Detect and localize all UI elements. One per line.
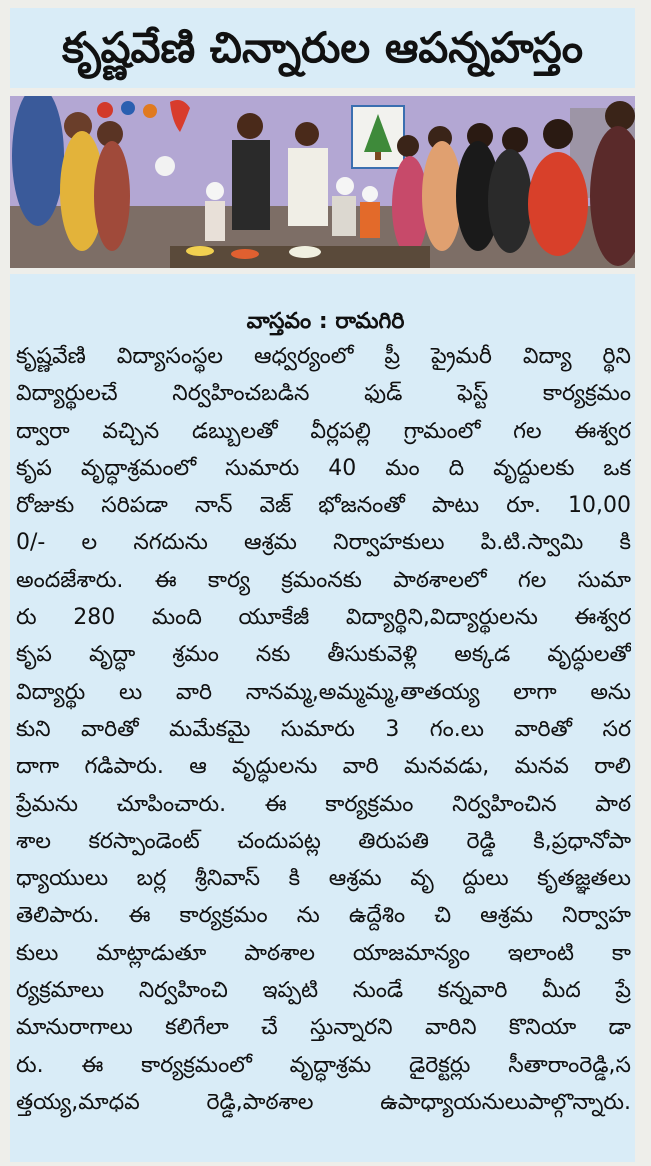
body-line: త్తయ్య,మాధవ రెడ్డి,పాఠశాల ఉపాధ్యాయనులుపాల్గొన్నారు. — [16, 1089, 631, 1115]
body-line: కృప వృద్ధాశ్రమంలో సుమారు 40 మం ది వృద్దులకు ఒక — [16, 455, 631, 481]
body-line: శాల కరస్పాండెంట్ చందుపట్ల తిరుపతి రెడ్డి కి,ప్రధానోపా — [16, 828, 631, 854]
body-line: కులు మాట్లాడుతూ పాఠశాల యాజమాన్యం ఇలాంటి కా — [16, 940, 631, 966]
article-body — [16, 338, 631, 1121]
headline: కృష్ణవేణి చిన్నారుల ఆపన్నహస్తం — [10, 8, 635, 88]
body-line: అందజేశారు. ఈ కార్య క్రమంనకు పాఠశాలలో గల సుమా — [16, 567, 631, 593]
group-photo — [10, 96, 635, 268]
body-line: రోజుకు సరిపడా నాన్ వెజ్ భోజనంతో పాటు రూ. 10,00 — [16, 493, 631, 519]
body-line: కుని వారితో మమేకమై సుమారు 3 గం.లు వారితో సర — [16, 716, 631, 742]
body-line: ప్రేమను చూపించారు. ఈ కార్యక్రమం నిర్వహించిన పాఠ — [16, 791, 631, 817]
body-line: తెలిపారు. ఈ కార్యక్రమం ను ఉద్దేశిం చి ఆశ్రమ నిర్వాహ — [16, 903, 631, 929]
dateline: వాస్తవం : రామగిరి — [246, 309, 405, 334]
body-line: 0/- ల నగదును ఆశ్రమ నిర్వాహకులు పి.టి.స్వామి కి — [16, 530, 631, 556]
body-line: దాగా గడిపారు. ఆ వృద్ధులను వారి మనవడు, మనవ రాలి — [16, 754, 631, 780]
body-line: కృష్ణవేణి విద్యాసంస్థల ఆధ్వర్యంలో ప్రీ ప్రైమరీ విద్యా ర్థిని — [16, 344, 631, 369]
body-line: ద్వారా వచ్చిన డబ్బులతో వీర్లపల్లి గ్రామంలో గల ఈశ్వర — [16, 418, 631, 444]
body-line: రు 280 మంది యూకేజీ విద్యార్థిని,విద్యార్థులను ఈశ్వర — [16, 605, 631, 631]
body-line: ర్యక్రమాలు నిర్వహించి ఇప్పటి నుండే కన్నవారి మీద ప్రే — [16, 978, 631, 1004]
body-line: విద్యార్థులచే నిర్వహించబడిన ఫుడ్ ఫెస్ట్ కార్యక్రమం — [16, 381, 631, 407]
body-line: కృప వృద్ధా శ్రమం నకు తీసుకువెళ్లి అక్కడ వృద్ధులతో — [16, 642, 631, 668]
body-line: ధ్యాయులు బర్ల శ్రీనివాస్ కి ఆశ్రమ వృ ద్దులు కృతజ్ఞతలు — [16, 866, 631, 892]
body-line: మానురాగాలు కలిగేలా చే స్తున్నారని వారిని కొనియా డా — [16, 1015, 631, 1041]
body-line: రు. ఈ కార్యక్రమంలో వృద్ధాశ్రమ డైరెక్టర్లు సీతారాంరెడ్డి,స — [16, 1052, 631, 1078]
group-photo-icon — [10, 96, 635, 268]
body-line: విద్యార్థు లు వారి నానమ్మ,అమ్మమ్మ,తాతయ్య లాగా అను — [16, 679, 631, 705]
